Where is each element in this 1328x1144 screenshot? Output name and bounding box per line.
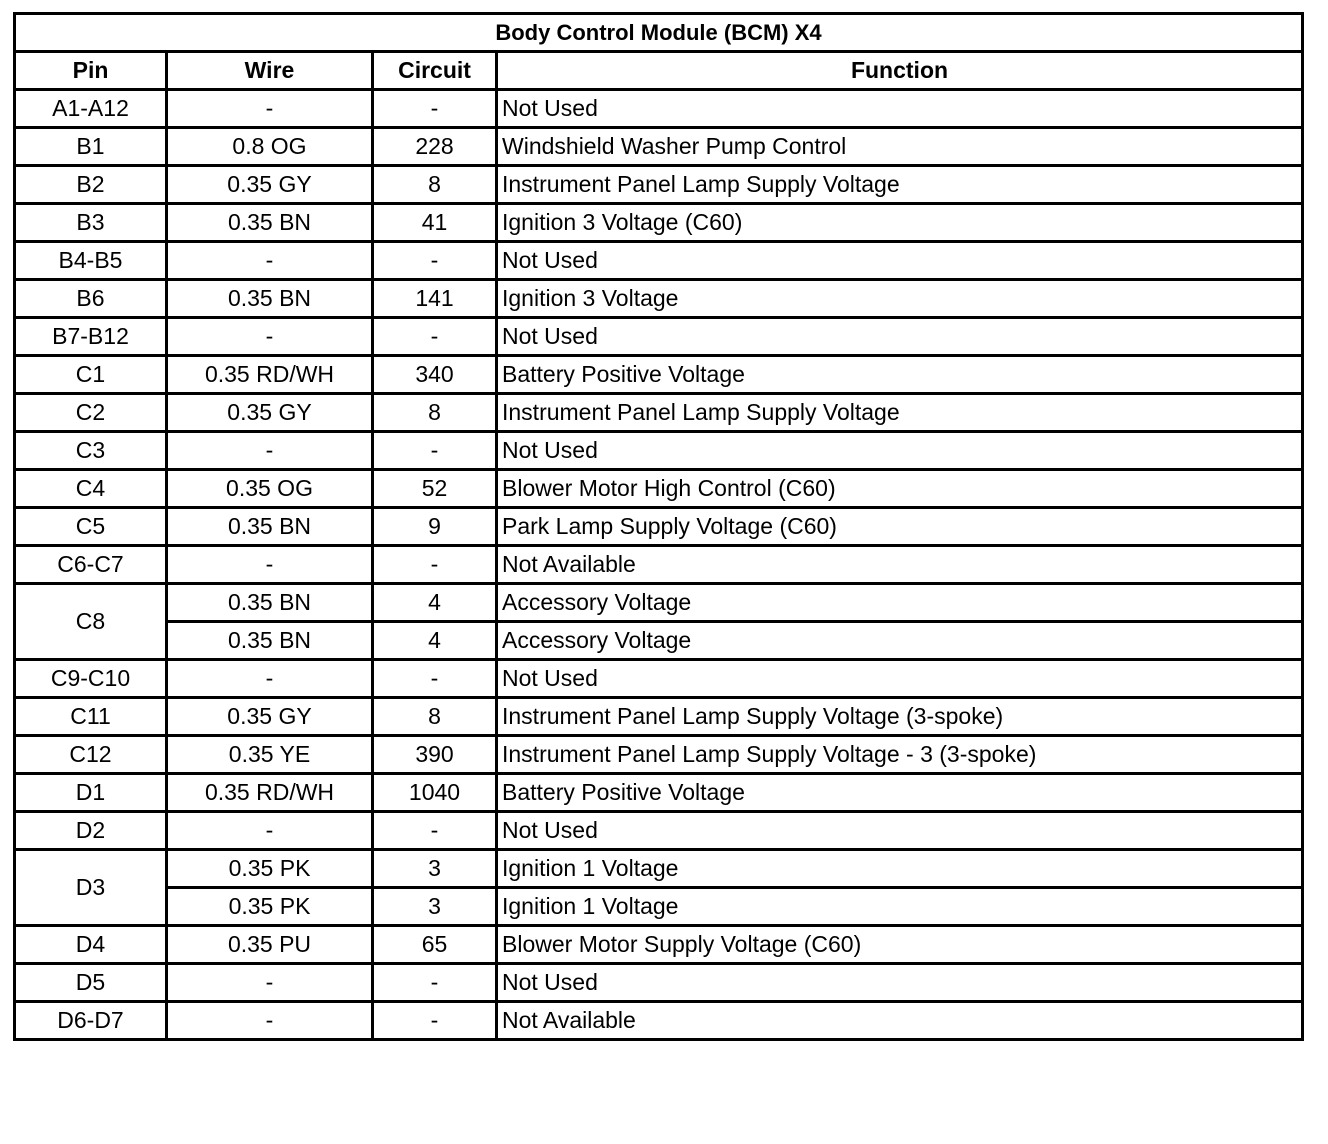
table-row [15, 318, 1303, 356]
function-cell: Not Used [497, 432, 1303, 470]
pin-cell: D5 [15, 964, 167, 1002]
function-cell: Park Lamp Supply Voltage (C60) [497, 508, 1303, 546]
pin-cell: C5 [15, 508, 167, 546]
function-cell: Instrument Panel Lamp Supply Voltage - 3 (3-spoke) [497, 736, 1303, 774]
header-pin: Pin [15, 52, 167, 90]
pin-cell: B3 [15, 204, 167, 242]
circuit-cell: 52 [373, 470, 497, 508]
function-cell: Battery Positive Voltage [497, 774, 1303, 812]
function-cell: Not Used [497, 660, 1303, 698]
table-row [15, 204, 1303, 242]
circuit-cell: 8 [373, 394, 497, 432]
pin-cell: C3 [15, 432, 167, 470]
wire-cell: 0.35 YE [167, 736, 373, 774]
circuit-cell: - [373, 90, 497, 128]
function-cell: Ignition 1 Voltage [497, 888, 1303, 926]
circuit-cell: - [373, 546, 497, 584]
table-row [15, 128, 1303, 166]
table-row [15, 470, 1303, 508]
pin-cell: C9-C10 [15, 660, 167, 698]
wire-cell: - [167, 318, 373, 356]
pin-cell: B7-B12 [15, 318, 167, 356]
pin-cell: B2 [15, 166, 167, 204]
function-cell: Accessory Voltage [497, 622, 1303, 660]
circuit-cell: 8 [373, 166, 497, 204]
table-row [15, 964, 1303, 1002]
wire-cell: - [167, 1002, 373, 1040]
pin-cell: B1 [15, 128, 167, 166]
pin-cell: D6-D7 [15, 1002, 167, 1040]
wire-cell: 0.35 GY [167, 166, 373, 204]
circuit-cell: 4 [373, 584, 497, 622]
wire-cell: 0.35 BN [167, 622, 373, 660]
circuit-cell: - [373, 432, 497, 470]
function-cell: Instrument Panel Lamp Supply Voltage [497, 394, 1303, 432]
function-cell: Not Used [497, 90, 1303, 128]
table-row [15, 508, 1303, 546]
wire-cell: 0.35 BN [167, 508, 373, 546]
circuit-cell: 1040 [373, 774, 497, 812]
pin-cell: C1 [15, 356, 167, 394]
wire-cell: 0.35 PK [167, 850, 373, 888]
table-row [15, 1002, 1303, 1040]
function-cell: Not Used [497, 964, 1303, 1002]
wire-cell: - [167, 90, 373, 128]
pin-cell: A1-A12 [15, 90, 167, 128]
circuit-cell: 390 [373, 736, 497, 774]
function-cell: Not Available [497, 1002, 1303, 1040]
table-row [15, 280, 1303, 318]
wire-cell: 0.35 GY [167, 394, 373, 432]
table-row [15, 622, 1303, 660]
circuit-cell: 41 [373, 204, 497, 242]
function-cell: Accessory Voltage [497, 584, 1303, 622]
function-cell: Blower Motor Supply Voltage (C60) [497, 926, 1303, 964]
table-body [15, 90, 1303, 1040]
function-cell: Not Used [497, 318, 1303, 356]
table-row [15, 736, 1303, 774]
wire-cell: - [167, 546, 373, 584]
wire-cell: - [167, 964, 373, 1002]
function-cell: Ignition 3 Voltage [497, 280, 1303, 318]
table-row [15, 888, 1303, 926]
wire-cell: 0.35 PU [167, 926, 373, 964]
function-cell: Ignition 3 Voltage (C60) [497, 204, 1303, 242]
table-row [15, 584, 1303, 622]
circuit-cell: - [373, 660, 497, 698]
header-circuit: Circuit [373, 52, 497, 90]
pin-cell: D3 [15, 850, 167, 926]
circuit-cell: 141 [373, 280, 497, 318]
function-cell: Battery Positive Voltage [497, 356, 1303, 394]
circuit-cell: 65 [373, 926, 497, 964]
wire-cell: 0.35 PK [167, 888, 373, 926]
circuit-cell: - [373, 964, 497, 1002]
function-cell: Windshield Washer Pump Control [497, 128, 1303, 166]
wire-cell: 0.35 OG [167, 470, 373, 508]
title-row [15, 14, 1303, 52]
circuit-cell: 3 [373, 888, 497, 926]
table-row [15, 660, 1303, 698]
connector-pinout-table [13, 12, 1304, 1041]
header-function: Function [497, 52, 1303, 90]
wire-cell: 0.8 OG [167, 128, 373, 166]
pin-cell: C8 [15, 584, 167, 660]
wire-cell: - [167, 242, 373, 280]
function-cell: Instrument Panel Lamp Supply Voltage [497, 166, 1303, 204]
table-row [15, 166, 1303, 204]
circuit-cell: - [373, 812, 497, 850]
function-cell: Instrument Panel Lamp Supply Voltage (3-spoke) [497, 698, 1303, 736]
wire-cell: - [167, 432, 373, 470]
pin-cell: D1 [15, 774, 167, 812]
wire-cell: 0.35 RD/WH [167, 774, 373, 812]
table-row [15, 432, 1303, 470]
table-title: Body Control Module (BCM) X4 [15, 14, 1303, 52]
function-cell: Ignition 1 Voltage [497, 850, 1303, 888]
wire-cell: - [167, 812, 373, 850]
circuit-cell: 9 [373, 508, 497, 546]
circuit-cell: - [373, 242, 497, 280]
wire-cell: 0.35 BN [167, 204, 373, 242]
header-row [15, 52, 1303, 90]
pin-cell: C11 [15, 698, 167, 736]
table-row [15, 926, 1303, 964]
pin-cell: B6 [15, 280, 167, 318]
circuit-cell: 8 [373, 698, 497, 736]
wire-cell: 0.35 GY [167, 698, 373, 736]
table-row [15, 812, 1303, 850]
table-row [15, 850, 1303, 888]
wire-cell: 0.35 BN [167, 280, 373, 318]
circuit-cell: - [373, 1002, 497, 1040]
table-row [15, 242, 1303, 280]
circuit-cell: 228 [373, 128, 497, 166]
table-row [15, 546, 1303, 584]
table-row [15, 774, 1303, 812]
circuit-cell: 3 [373, 850, 497, 888]
header-wire: Wire [167, 52, 373, 90]
pin-cell: C2 [15, 394, 167, 432]
circuit-cell: - [373, 318, 497, 356]
pin-cell: C6-C7 [15, 546, 167, 584]
function-cell: Not Used [497, 812, 1303, 850]
pin-cell: D2 [15, 812, 167, 850]
table-row [15, 394, 1303, 432]
pin-cell: C4 [15, 470, 167, 508]
wire-cell: 0.35 BN [167, 584, 373, 622]
pin-cell: D4 [15, 926, 167, 964]
function-cell: Not Used [497, 242, 1303, 280]
pin-cell: C12 [15, 736, 167, 774]
wire-cell: - [167, 660, 373, 698]
function-cell: Not Available [497, 546, 1303, 584]
table-row [15, 356, 1303, 394]
table-row [15, 698, 1303, 736]
circuit-cell: 340 [373, 356, 497, 394]
table-row [15, 90, 1303, 128]
circuit-cell: 4 [373, 622, 497, 660]
pin-cell: B4-B5 [15, 242, 167, 280]
wire-cell: 0.35 RD/WH [167, 356, 373, 394]
function-cell: Blower Motor High Control (C60) [497, 470, 1303, 508]
